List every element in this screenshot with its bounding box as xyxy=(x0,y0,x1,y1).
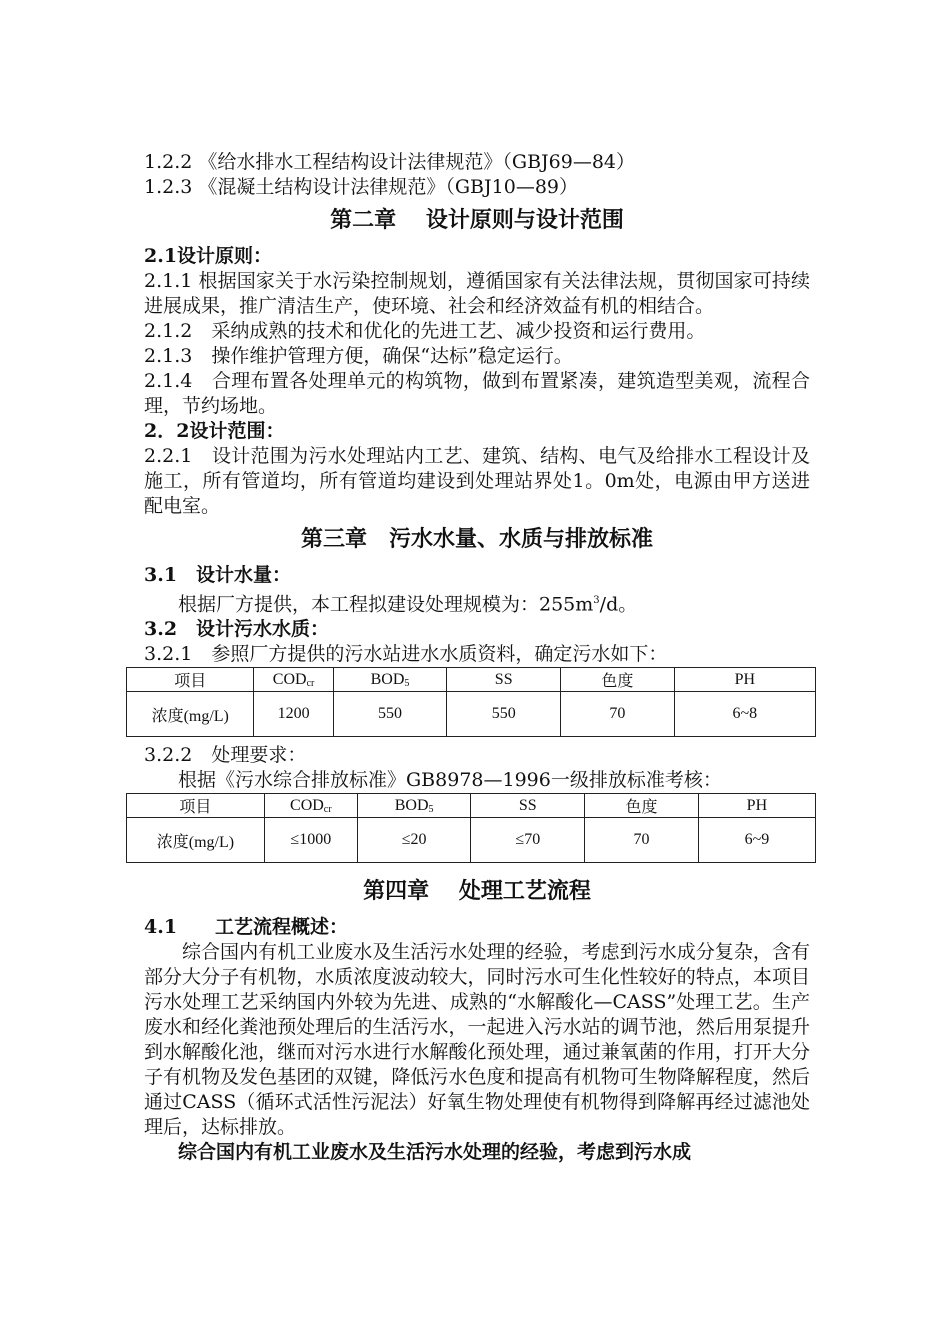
section-1-2-2: 1.2.2 《给水排水工程结构设计法律规范》（GBJ69—84） xyxy=(144,151,635,173)
table-row xyxy=(127,818,816,863)
section-1-2-3: 1.2.3 《混凝土结构设计法律规范》（GBJ10—89） xyxy=(144,176,578,198)
header-ph: PH xyxy=(698,794,815,818)
cell-ph: 6~8 xyxy=(674,692,815,737)
section-4-1-paragraph: 综合国内有机工业废水及生活污水处理的经验，考虑到污水成分复杂，含有部分大分子有机物，水质浓度波动较大，同时污水可生化性较好的特点，本项目污水处理工艺采纳国内外较为先进、成熟的“水解酸化—CASS”处理工艺。生产废水和经化粪池预处理后的生活污水，一起进入污水站的调节池，然后用泵提升到水解酸化池，继而对污水进行水解酸化预处理，通过兼氧菌的作用，打开大分子有机物及发色基团的双键，降低污水色度和提高有机物可生物降解程度，然后通过CASS（循环式活性污泥法）好氧生物处理使有机物得到降解再经过滤池处理后，达标排放。 xyxy=(144,941,810,1139)
section-2-1-3: 2.1.3 操作维护管理方便，确保“达标”稳定运行。 xyxy=(144,345,573,367)
section-2-1-4: 2.1.4 合理布置各处理单元的构筑物，做到布置紧凑，建筑造型美观，流程合理，节约场地。 xyxy=(144,370,810,417)
table-header-row xyxy=(127,794,816,818)
header-ss: SS xyxy=(471,794,585,818)
header-color: 色度 xyxy=(585,794,699,818)
header-item: 项目 xyxy=(127,668,254,692)
section-3-2-2-text: 根据《污水综合排放标准》GB8978—1996一级排放标准考核： xyxy=(178,769,722,792)
header-bod: $BOD_5$ xyxy=(333,668,447,692)
header-color: 色度 xyxy=(561,668,675,692)
section-3-1-text: 根据厂方提供，本工程拟建设处理规模为：$255m^3/d$。 xyxy=(178,593,638,616)
cell-item: 浓度(mg/L) xyxy=(127,692,254,737)
chapter-4-title: 第四章 处理工艺流程 xyxy=(363,878,591,905)
section-2-1-1: 2.1.1 根据国家关于水污染控制规划，遵循国家有关法律法规，贯彻国家可持续进展成果，推广清洁生产，使环境、社会和经济效益有机的相结合。 xyxy=(144,270,810,317)
section-2-1-2: 2.1.2 采纳成熟的技术和优化的先进工艺、减少投资和运行费用。 xyxy=(144,320,706,342)
cell-ph: 6~9 xyxy=(698,818,815,863)
section-3-1-heading: 3.1 设计水量： xyxy=(144,564,292,586)
cell-ss: 550 xyxy=(447,692,561,737)
section-2-2-1: 2.2.1 设计范围为污水处理站内工艺、建筑、结构、电气及给排水工程设计及施工，所有管道均，所有管道均建设到处理站界处1。0m处，电源由甲方送进配电室。 xyxy=(144,445,810,517)
influent-quality-table xyxy=(126,667,816,737)
header-ph: PH xyxy=(674,668,815,692)
section-3-2-heading: 3.2 设计污水水质： xyxy=(144,618,330,641)
cell-cod: 1200 xyxy=(254,692,333,737)
table-header-row xyxy=(127,668,816,692)
cell-item: 浓度(mg/L) xyxy=(127,818,265,863)
section-4-1-heading: 4.1 工艺流程概述： xyxy=(144,916,349,939)
cell-bod: 550 xyxy=(333,692,447,737)
chapter-2-title: 第二章 设计原则与设计范围 xyxy=(330,207,624,233)
header-cod: $COD_{cr}$ xyxy=(264,794,357,818)
chapter-3-title: 第三章 污水水量、水质与排放标准 xyxy=(300,526,653,552)
cell-color: 70 xyxy=(561,692,675,737)
header-ss: SS xyxy=(447,668,561,692)
header-bod: $BOD_5$ xyxy=(357,794,471,818)
cell-color: 70 xyxy=(585,818,699,863)
cell-cod: ≤1000 xyxy=(264,818,357,863)
cell-bod: ≤20 xyxy=(357,818,471,863)
section-4-1-paragraph-2: 综合国内有机工业废水及生活污水处理的经验，考虑到污水成 xyxy=(178,1141,692,1164)
section-3-2-2: 3.2.2 处理要求： xyxy=(144,744,307,767)
header-cod: $COD_{cr}$ xyxy=(254,668,333,692)
section-2-2-heading: 2．2设计范围： xyxy=(144,420,285,442)
header-item: 项目 xyxy=(127,794,265,818)
document-page xyxy=(144,150,810,1165)
section-3-2-1: 3.2.1 参照厂方提供的污水站进水水质资料，确定污水如下： xyxy=(144,643,668,666)
section-2-1-heading: 2.1设计原则： xyxy=(144,245,273,267)
table-row xyxy=(127,692,816,737)
discharge-standard-table xyxy=(126,793,816,863)
cell-ss: ≤70 xyxy=(471,818,585,863)
